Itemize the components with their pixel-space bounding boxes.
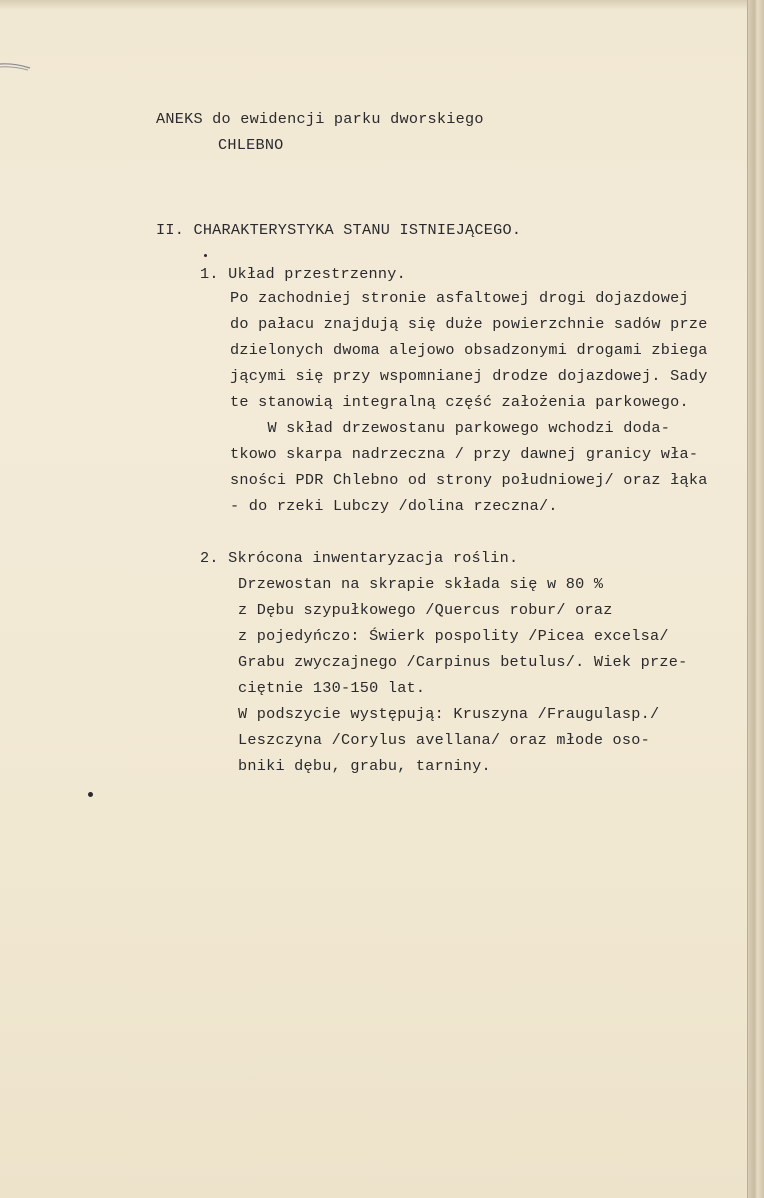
item1-line: dzielonych dwoma alejowo obsadzonymi drogami zbiega [230,341,708,359]
item2-line: ciętnie 130-150 lat. [238,679,426,697]
item2-line: bniki dębu, grabu, tarniny. [238,757,491,775]
item1-line: te stanowią integralną część założenia parkowego. [230,393,689,411]
item2-line: W podszycie występują: Kruszyna /Fraugulasp./ [238,705,660,723]
item1-line: Po zachodniej stronie asfaltowej drogi dojazdowej [230,289,689,307]
section-heading: II. CHARAKTERYSTYKA STANU ISTNIEJĄCEGO. [156,221,522,239]
ink-dot [88,792,93,797]
item1-line: W skład drzewostanu parkowego wchodzi doda- [230,419,671,437]
item1-line: sności PDR Chlebno od strony południowej/ oraz łąka [230,471,708,489]
item1-line: jącymi się przy wspomnianej drodze dojazdowej. Sady [230,367,708,385]
item1-line: - do rzeki Lubczy /dolina rzeczna/. [230,497,558,515]
page-top-shadow [0,0,764,10]
paper-scratch-mark [0,60,34,74]
item1-heading: 1. Układ przestrzenny. [200,265,407,283]
item2-line: Leszczyna /Corylus avellana/ oraz młode oso- [238,731,651,749]
page-edge-strip [747,0,764,1198]
item2-line: z Dębu szypułkowego /Quercus robur/ oraz [238,601,613,619]
item2-line: z pojedyńczo: Świerk pospolity /Picea excelsa/ [238,627,669,645]
item2-heading: 2. Skrócona inwentaryzacja roślin. [200,549,519,567]
ink-dot [204,254,207,257]
item1-line: tkowo skarpa nadrzeczna / przy dawnej granicy wła- [230,445,699,463]
item2-line: Drzewostan na skrapie składa się w 80 % [238,575,604,593]
document-title: ANEKS do ewidencji parku dworskiego [156,110,484,128]
document-place: CHLEBNO [218,136,284,154]
item1-line: do pałacu znajdują się duże powierzchnie sadów prze [230,315,708,333]
item2-line: Grabu zwyczajnego /Carpinus betulus/. Wiek prze- [238,653,688,671]
